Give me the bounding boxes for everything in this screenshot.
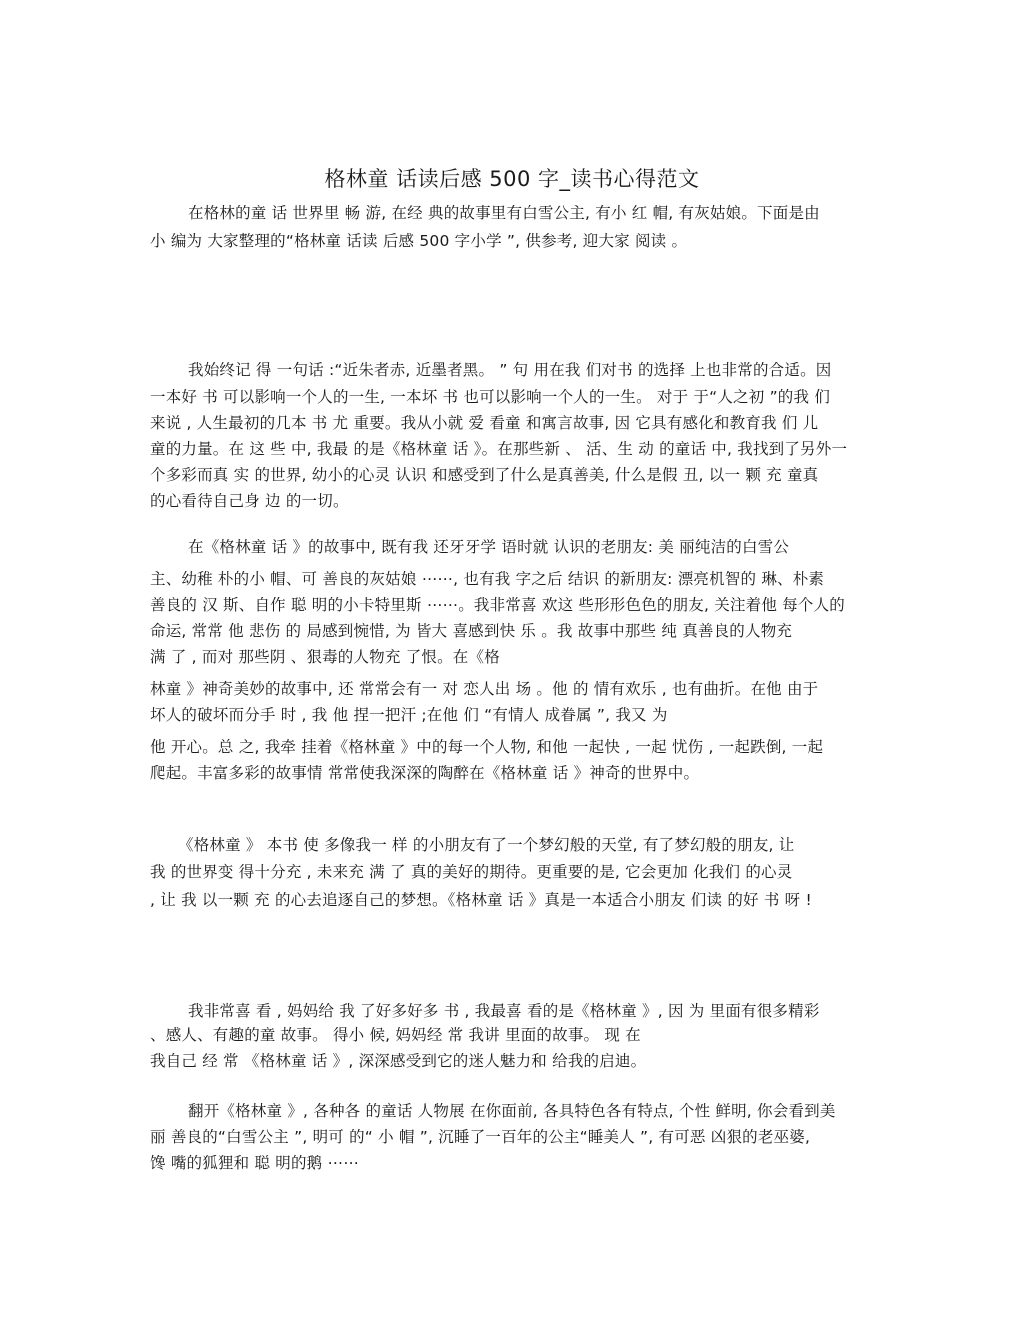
text-line: 一本好 书 可以影响一个人的一生, 一本坏 书 也可以影响一个人的一生。 对于 于“人之初 ”的我 们 bbox=[150, 388, 831, 406]
text-line: 、感人、有趣的童 故事。 得小 候, 妈妈经 常 我讲 里面的故事。 现 在 bbox=[150, 1026, 641, 1044]
text-line: 小 编为 大家整理的“格林童 话读 后感 500 字小学 ”, 供参考, 迎大家 阅读 。 bbox=[150, 232, 688, 250]
text-line: 命运, 常常 他 悲伤 的 局感到惋惜, 为 皆大 喜感到快 乐 。我 故事中那些 纯 真善良的人物充 bbox=[150, 622, 793, 640]
text-line: 他 开心。总 之, 我牵 挂着《格林童 》中的每一个人物, 和他 一起快 , 一起 忧伤 , 一起跌倒, 一起 bbox=[150, 738, 824, 756]
text-line: 翻开《格林童 》, 各种各 的童话 人物展 在你面前, 各具特色各有特点, 个性 鲜明, 你会看到美 bbox=[188, 1102, 836, 1120]
text-line: 我始终记 得 一句话 :“近朱者赤, 近墨者黑。 ” 句 用在我 们对书 的选择 上也非常的合适。因 bbox=[188, 361, 832, 379]
text-line: 坏人的破坏而分手 时 , 我 他 捏一把汗 ;在他 们 “有情人 成眷属 ”, 我又 为 bbox=[150, 706, 668, 724]
text-line: 在格林的童 话 世界里 畅 游, 在经 典的故事里有白雪公主, 有小 红 帽, 有灰姑娘。下面是由 bbox=[188, 204, 820, 222]
text-line: 我 的世界变 得十分充 , 未来充 满 了 真的美好的期待。更重要的是, 它会更加 化我们 的心灵 bbox=[150, 863, 793, 881]
text-line: 我非常喜 看 , 妈妈给 我 了好多好多 书 , 我最喜 看的是《格林童 》, 因 为 里面有很多精彩 bbox=[188, 1002, 820, 1020]
text-line: 满 了 , 而对 那些阴 、狠毒的人物充 了恨。在《格 bbox=[150, 648, 500, 666]
text-line: 丽 善良的“白雪公主 ”, 明可 的“ 小 帽 ”, 沉睡了一百年的公主“睡美人 ”, 有可恶 凶狠的老巫婆, bbox=[150, 1128, 811, 1146]
text-line: 我自己 经 常 《格林童 话 》, 深深感受到它的迷人魅力和 给我的启迪。 bbox=[150, 1052, 647, 1070]
text-line: 童的力量。在 这 些 中, 我最 的是《格林童 话 》。在那些新 、 活、生 动 的童话 中, 我找到了另外一 bbox=[150, 440, 848, 458]
text-line: 主、幼稚 朴的小 帽、可 善良的灰姑娘 ⋯⋯, 也有我 字之后 结识 的新朋友: 漂亮机智的 琳、朴素 bbox=[150, 570, 825, 588]
text-line: 《格林童 》 本书 使 多像我一 样 的小朋友有了一个梦幻般的天堂, 有了梦幻般的朋友, 让 bbox=[178, 836, 795, 854]
text-line: 善良的 汉 斯、自作 聪 明的小卡特里斯 ⋯⋯。我非常喜 欢这 些形形色色的朋友, 关注着他 每个人的 bbox=[150, 596, 845, 614]
text-line: 馋 嘴的狐狸和 聪 明的鹅 ⋯⋯ bbox=[150, 1154, 359, 1172]
text-line: 的心看待自己身 边 的一切。 bbox=[150, 492, 349, 510]
text-line: , 让 我 以一颗 充 的心去追逐自己的梦想。《格林童 话 》真是一本适合小朋友 们读 的好 书 呀 ! bbox=[150, 891, 812, 909]
text-line: 林童 》神奇美妙的故事中, 还 常常会有一 对 恋人出 场 。他 的 情有欢乐 , 也有曲折。在他 由于 bbox=[150, 680, 819, 698]
text-line: 个多彩而真 实 的世界, 幼小的心灵 认识 和感受到了什么是真善美, 什么是假 丑, 以一 颗 充 童真 bbox=[150, 466, 819, 484]
text-line: 爬起。丰富多彩的故事情 常常使我深深的陶醉在《格林童 话 》神奇的世界中。 bbox=[150, 764, 700, 782]
text-line: 在《格林童 话 》的故事中, 既有我 还牙牙学 语时就 认识的老朋友: 美 丽纯洁的白雪公 bbox=[188, 538, 790, 556]
text-line: 来说 , 人生最初的几本 书 尤 重要。我从小就 爱 看童 和寓言故事, 因 它具有感化和教育我 们 儿 bbox=[150, 414, 819, 432]
document-title: 格林童 话读后感 500 字_读书心得范文 bbox=[324, 167, 700, 191]
